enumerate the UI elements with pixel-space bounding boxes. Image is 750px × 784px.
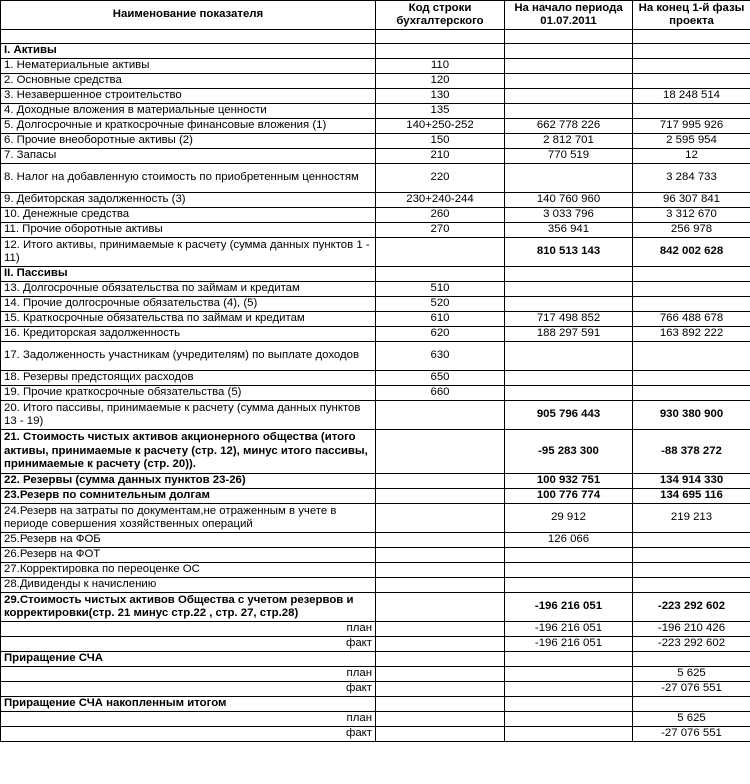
table-row <box>1 59 750 74</box>
row-name: 7. Запасы <box>1 149 376 164</box>
row-start-value: 356 941 <box>505 223 633 238</box>
row-end-value: 3 284 733 <box>633 164 750 193</box>
table-row <box>1 386 750 401</box>
row-start-value <box>505 297 633 312</box>
row-end-value <box>633 371 750 386</box>
row-start-value <box>505 548 633 563</box>
table-row <box>1 504 750 533</box>
table-row <box>1 430 750 474</box>
row-code: 650 <box>376 371 505 386</box>
header-code: Код строки бухгалтерского <box>376 1 505 30</box>
row-name: 25.Резерв на ФОБ <box>1 533 376 548</box>
table-row <box>1 149 750 164</box>
header-end: На конец 1-й фазы проекта <box>633 1 750 30</box>
row-end-value <box>633 297 750 312</box>
row-name: 12. Итого активы, принимаемые к расчету (сумма данных пунктов 1 - 11) <box>1 238 376 267</box>
increment-cum-title-row <box>1 697 750 712</box>
row-end-value: -223 292 602 <box>633 593 750 622</box>
row-code: 260 <box>376 208 505 223</box>
row-code <box>376 474 505 489</box>
row-name: 27.Корректировка по переоценке ОС <box>1 563 376 578</box>
row-name: 10. Денежные средства <box>1 208 376 223</box>
increment-cum-plan-label: план <box>1 712 376 727</box>
row-end-value: -223 292 602 <box>633 637 750 652</box>
table-row <box>1 401 750 430</box>
row-end-value <box>633 386 750 401</box>
row-code: 520 <box>376 297 505 312</box>
table-row <box>1 474 750 489</box>
row-start-value: 810 513 143 <box>505 238 633 267</box>
table-row <box>1 164 750 193</box>
row-code: 220 <box>376 164 505 193</box>
row-name: 23.Резерв по сомнительным долгам <box>1 489 376 504</box>
increment-fact-end: -27 076 551 <box>633 682 750 697</box>
row-code <box>376 622 505 637</box>
row-name: 24.Резерв на затраты по документам,не отраженным в учете в периоде совершения хозяйственных операций <box>1 504 376 533</box>
row-start-value: 100 932 751 <box>505 474 633 489</box>
row-start-value <box>505 59 633 74</box>
row-name: 8. Налог на добавленную стоимость по приобретенным ценностям <box>1 164 376 193</box>
row-start-value <box>505 371 633 386</box>
row-end-value <box>633 563 750 578</box>
table-row <box>1 282 750 297</box>
row-name: 4. Доходные вложения в материальные ценности <box>1 104 376 119</box>
table-row <box>1 208 750 223</box>
row-start-value <box>505 74 633 89</box>
header-start: На начало периода 01.07.2011 <box>505 1 633 30</box>
row-start-value <box>505 282 633 297</box>
row-name: 15. Краткосрочные обязательства по займам и кредитам <box>1 312 376 327</box>
table-row <box>1 548 750 563</box>
row-end-value: 163 892 222 <box>633 327 750 342</box>
row-start-value: -196 216 051 <box>505 593 633 622</box>
spacer-row <box>1 30 750 44</box>
row-name: 6. Прочие внеоборотные активы (2) <box>1 134 376 149</box>
row-code: 210 <box>376 149 505 164</box>
row-start-value: -196 216 051 <box>505 622 633 637</box>
row-code: 230+240-244 <box>376 193 505 208</box>
row-end-value: 717 995 926 <box>633 119 750 134</box>
row-start-value: -196 216 051 <box>505 637 633 652</box>
increment-fact-row <box>1 682 750 697</box>
increment-cum-title: Приращение СЧА накопленным итогом <box>1 697 376 712</box>
table-row <box>1 489 750 504</box>
row-end-value <box>633 578 750 593</box>
row-name: 19. Прочие краткосрочные обязательства (5) <box>1 386 376 401</box>
row-end-value: 219 213 <box>633 504 750 533</box>
row-start-value <box>505 342 633 371</box>
row-end-value <box>633 342 750 371</box>
row-name: 14. Прочие долгосрочные обязательства (4), (5) <box>1 297 376 312</box>
row-end-value <box>633 533 750 548</box>
increment-cum-fact-end: -27 076 551 <box>633 727 750 742</box>
row-code: 270 <box>376 223 505 238</box>
row-name: 28.Дивиденды к начислению <box>1 578 376 593</box>
table-row <box>1 74 750 89</box>
row-code <box>376 578 505 593</box>
row-code: 630 <box>376 342 505 371</box>
row-code <box>376 637 505 652</box>
row-code: 135 <box>376 104 505 119</box>
header-name: Наименование показателя <box>1 1 376 30</box>
row-start-value: 126 066 <box>505 533 633 548</box>
row-end-value <box>633 59 750 74</box>
row-end-value: 766 488 678 <box>633 312 750 327</box>
row-start-value <box>505 89 633 104</box>
section-liabilities-title: II. Пассивы <box>1 267 376 282</box>
row-name: 22. Резервы (сумма данных пунктов 23-26) <box>1 474 376 489</box>
header-row <box>1 1 750 30</box>
row-code: 510 <box>376 282 505 297</box>
table-row <box>1 312 750 327</box>
row-end-value: 96 307 841 <box>633 193 750 208</box>
row-end-value: -88 378 272 <box>633 430 750 474</box>
table-row <box>1 593 750 622</box>
row-code <box>376 563 505 578</box>
row-code <box>376 238 505 267</box>
row-start-value: 29 912 <box>505 504 633 533</box>
row-start-value: 3 033 796 <box>505 208 633 223</box>
row-start-value <box>505 104 633 119</box>
increment-title: Приращение СЧА <box>1 652 376 667</box>
table-row <box>1 193 750 208</box>
increment-cum-plan-row <box>1 712 750 727</box>
row-start-value: 2 812 701 <box>505 134 633 149</box>
row-code: 110 <box>376 59 505 74</box>
row-start-value <box>505 164 633 193</box>
row-end-value: 256 978 <box>633 223 750 238</box>
table-row <box>1 637 750 652</box>
section-assets <box>1 44 750 59</box>
table-row <box>1 297 750 312</box>
row-end-value: 930 380 900 <box>633 401 750 430</box>
row-name: 16. Кредиторская задолженность <box>1 327 376 342</box>
row-code: 120 <box>376 74 505 89</box>
row-end-value <box>633 282 750 297</box>
row-start-value <box>505 563 633 578</box>
row-code: 130 <box>376 89 505 104</box>
row-end-value <box>633 104 750 119</box>
row-code: 610 <box>376 312 505 327</box>
increment-fact-label: факт <box>1 682 376 697</box>
row-start-value: -95 283 300 <box>505 430 633 474</box>
row-name: 1. Нематериальные активы <box>1 59 376 74</box>
row-name: 5. Долгосрочные и краткосрочные финансовые вложения (1) <box>1 119 376 134</box>
row-code <box>376 401 505 430</box>
table-row <box>1 238 750 267</box>
row-end-value: 12 <box>633 149 750 164</box>
table-row <box>1 578 750 593</box>
row-code <box>376 504 505 533</box>
row-name: 9. Дебиторская задолженность (3) <box>1 193 376 208</box>
increment-title-row <box>1 652 750 667</box>
increment-cum-plan-end: 5 625 <box>633 712 750 727</box>
row-end-value: 134 914 330 <box>633 474 750 489</box>
table-row <box>1 119 750 134</box>
row-start-value: 770 519 <box>505 149 633 164</box>
row-start-value: 717 498 852 <box>505 312 633 327</box>
row-end-value: -196 210 426 <box>633 622 750 637</box>
row-start-value <box>505 386 633 401</box>
row-code: 140+250-252 <box>376 119 505 134</box>
row-end-value: 18 248 514 <box>633 89 750 104</box>
row-name: 26.Резерв на ФОТ <box>1 548 376 563</box>
row-name: факт <box>1 637 376 652</box>
increment-cum-fact-label: факт <box>1 727 376 742</box>
row-code <box>376 533 505 548</box>
row-end-value <box>633 74 750 89</box>
row-end-value: 134 695 116 <box>633 489 750 504</box>
row-name: 11. Прочие оборотные активы <box>1 223 376 238</box>
row-name: 3. Незавершенное строительство <box>1 89 376 104</box>
row-start-value: 188 297 591 <box>505 327 633 342</box>
row-start-value <box>505 578 633 593</box>
row-start-value: 100 776 774 <box>505 489 633 504</box>
row-name: 21. Стоимость чистых активов акционерного общества (итого активы, принимаемые к расчету (стр. 12), минус итого пассивы, принимаемые к расчету (стр. 20)). <box>1 430 376 474</box>
table-row <box>1 563 750 578</box>
row-code: 620 <box>376 327 505 342</box>
row-name: 18. Резервы предстоящих расходов <box>1 371 376 386</box>
increment-plan-end: 5 625 <box>633 667 750 682</box>
row-code <box>376 548 505 563</box>
row-name: 20. Итого пассивы, принимаемые к расчету (сумма данных пунктов 13 - 19) <box>1 401 376 430</box>
section-assets-title: I. Активы <box>1 44 376 59</box>
row-end-value: 842 002 628 <box>633 238 750 267</box>
row-code <box>376 489 505 504</box>
table-row <box>1 104 750 119</box>
section-liabilities <box>1 267 750 282</box>
table-row <box>1 134 750 149</box>
row-name: 13. Долгосрочные обязательства по займам и кредитам <box>1 282 376 297</box>
row-end-value: 3 312 670 <box>633 208 750 223</box>
row-name: 29.Стоимость чистых активов Общества с учетом резервов и корректировки(стр. 21 минус стр.22 , стр. 27, стр.28) <box>1 593 376 622</box>
row-name: 17. Задолженность участникам (учредителям) по выплате доходов <box>1 342 376 371</box>
row-start-value: 905 796 443 <box>505 401 633 430</box>
row-start-value: 140 760 960 <box>505 193 633 208</box>
row-name: план <box>1 622 376 637</box>
table-row <box>1 533 750 548</box>
row-start-value: 662 778 226 <box>505 119 633 134</box>
row-end-value <box>633 548 750 563</box>
row-code <box>376 593 505 622</box>
row-end-value: 2 595 954 <box>633 134 750 149</box>
increment-plan-label: план <box>1 667 376 682</box>
table-row <box>1 371 750 386</box>
row-code <box>376 430 505 474</box>
row-code: 150 <box>376 134 505 149</box>
increment-plan-row <box>1 667 750 682</box>
table-row <box>1 327 750 342</box>
increment-cum-fact-row <box>1 727 750 742</box>
table-row <box>1 342 750 371</box>
row-name: 2. Основные средства <box>1 74 376 89</box>
table-row <box>1 223 750 238</box>
table-row <box>1 622 750 637</box>
table-row <box>1 89 750 104</box>
row-code: 660 <box>376 386 505 401</box>
